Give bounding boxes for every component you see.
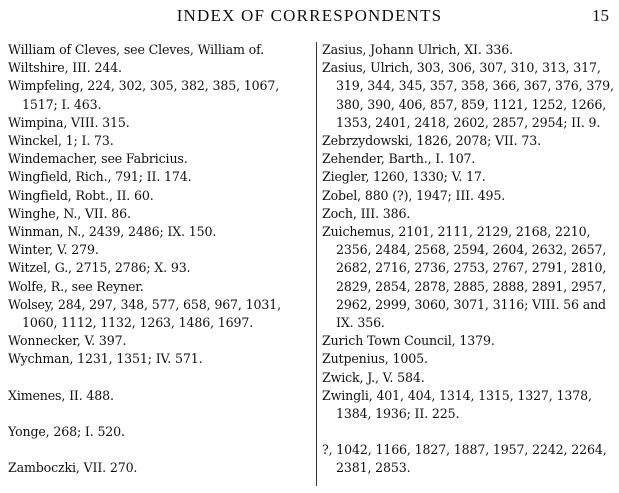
index-entry: Yonge, 268; I. 520. [8,423,125,439]
index-entry: Wolsey, 284, 297, 348, 577, 658, 967, 1031, 1060, 1112, 1132, 1263, 1486, 1697. [8,296,281,331]
index-entry: Witzel, G., 2715, 2786; X. 93. [8,260,191,276]
column-divider [316,42,317,486]
index-entry: Zurich Town Council, 1379. [322,333,495,349]
left-column [8,41,310,477]
index-entry: Winckel, 1; I. 73. [8,133,114,149]
index-entry: William of Cleves, see Cleves, William of. [8,42,264,57]
index-entry: Windemacher, see Fabricius. [8,151,188,167]
index-entry: Wolfe, R., see Reyner. [8,278,144,294]
index-entry: Zwingli, 401, 404, 1314, 1315, 1327, 1378, 1384, 1936; II. 225. [322,387,592,422]
index-entry: Zamboczki, VII. 270. [8,460,138,476]
index-entry: Wingfield, Robt., II. 60. [8,187,154,203]
index-entry: ?, 1042, 1166, 1827, 1887, 1957, 2242, 2264, 2381, 2853. [322,442,607,476]
index-entry: Zuichemus, 2101, 2111, 2129, 2168, 2210, 2356, 2484, 2568, 2594, 2604, 2632, 2657, 2682, 2716, 2736, 2753, 2767, 2791, 2810, 2829, 2854, 2878, 2885, 2888, 2891, 2957, 2962, 2999, 3060, 3071, 3116; VIII. 56 and IX. 356. [322,224,607,331]
page-title: INDEX OF CORRESPONDENTS [176,6,443,25]
index-entry: Zoch, III. 386. [322,205,411,221]
index-entry: Wingfield, Rich., 791; II. 174. [8,169,192,185]
index-entry: Wimpina, VIII. 315. [8,114,130,130]
right-column [322,41,617,478]
index-entry: Wimpfeling, 224, 302, 305, 382, 385, 1067, 1517; I. 463. [8,78,280,112]
index-entry: Zasius, Ulrich, 303, 306, 307, 310, 313, 317, 319, 344, 345, 357, 358, 366, 367, 376, 379, 380, 390, 406, 857, 859, 1121, 1252, 1266, 1353, 2401, 2418, 2602, 2857, 2954; II. 9. [322,60,614,130]
index-entry: Ximenes, II. 488. [8,387,114,403]
index-entry: Wiltshire, III. 244. [8,60,122,76]
index-entry: Zutpenius, 1005. [322,351,428,367]
index-entry: Wonnecker, V. 397. [8,333,127,349]
page-header [0,6,619,30]
index-entry: Winter, V. 279. [8,242,99,258]
index-entry: Ziegler, 1260, 1330; V. 17. [322,169,486,185]
index-entry: Zobel, 880 (?), 1947; III. 495. [322,187,506,203]
index-entry: Zebrzydowski, 1826, 2078; VII. 73. [322,133,541,149]
index-entry: Zasius, Johann Ulrich, XI. 336. [322,42,514,57]
index-entry: Winghe, N., VII. 86. [8,205,131,221]
index-entry: Zehender, Barth., I. 107. [322,151,476,167]
index-entry: Zwick, J., V. 584. [322,369,425,385]
index-entry: Winman, N., 2439, 2486; IX. 150. [8,224,217,240]
page-number: 15 [592,6,609,25]
index-entry: Wychman, 1231, 1351; IV. 571. [8,351,203,367]
